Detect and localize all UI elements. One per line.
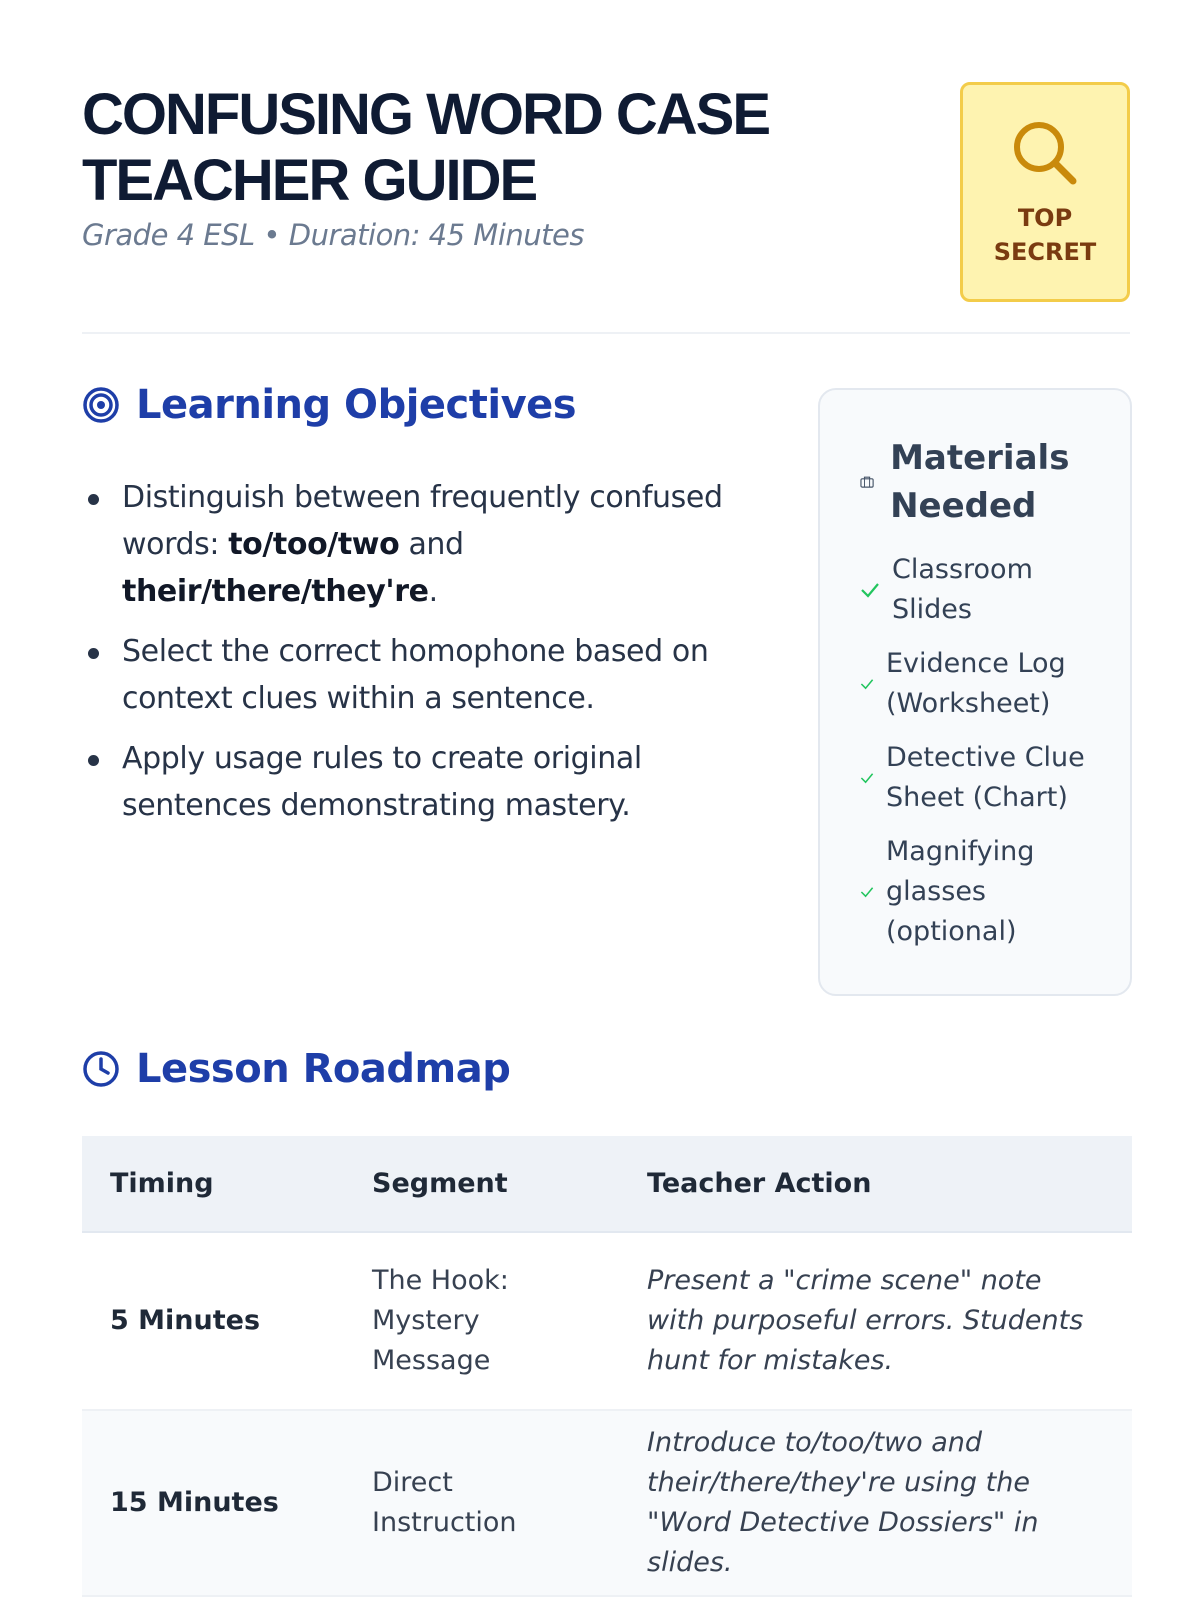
material-item [860,644,1106,724]
teacher-action-cell: Introduce to/too/two and their/there/they're using the "Word Detective Dossiers" in slides. [619,1410,1132,1596]
check-icon [860,582,880,598]
briefcase-icon [860,472,874,492]
material-label: Evidence Log (Worksheet) [886,648,1066,719]
column-header-timing: Timing [82,1136,344,1232]
timing-cell: 5 Minutes [82,1232,344,1410]
stamp-label: TOP SECRET [993,204,1097,266]
timing-cell: 15 Minutes [82,1410,344,1596]
objectives-list [82,474,772,842]
objective-text: . [428,574,438,609]
material-item [860,550,1106,630]
material-item [860,738,1106,818]
roadmap-heading-label: Lesson Roadmap [136,1046,511,1092]
objective-item [82,474,772,615]
check-icon [860,678,874,690]
roadmap-heading [82,1046,510,1092]
page-title: CONFUSING WORD CASE TEACHER GUIDE [82,82,769,213]
objective-text: Distinguish between frequently confused words: [122,480,723,562]
check-icon [860,886,874,898]
guide-header [82,82,1130,334]
objective-keyword: to/too/two [228,527,400,562]
objective-item: Select the correct homophone based on context clues within a sentence. [82,628,772,722]
page-subtitle: Grade 4 ESL • Duration: 45 Minutes [82,218,584,252]
materials-list [860,550,1106,952]
segment-cell: Direct Instruction [344,1410,619,1596]
column-header-teacher-action: Teacher Action [619,1136,1132,1232]
objective-keyword: their/there/they're [122,574,429,609]
materials-card [818,388,1132,996]
check-icon [860,772,874,784]
materials-header [860,434,1106,530]
column-header-segment: Segment [344,1136,619,1232]
magnifying-glass-icon [1009,117,1081,189]
material-label: Classroom Slides [892,554,1033,625]
roadmap-table [82,1136,1132,1597]
objectives-heading-label: Learning Objectives [136,382,577,428]
teacher-action-cell: Present a "crime scene" note with purposeful errors. Students hunt for mistakes. [619,1232,1132,1410]
target-icon [82,386,120,424]
material-label: Detective Clue Sheet (Chart) [886,742,1085,813]
objective-item: Apply usage rules to create original sentences demonstrating mastery. [82,735,772,829]
table-header-row [82,1136,1132,1232]
objective-text: and [399,527,464,562]
materials-title: Materials Needed [890,438,1070,526]
table-row [82,1232,1132,1410]
top-secret-stamp [960,82,1130,302]
segment-cell: The Hook: Mystery Message [344,1232,619,1410]
clock-icon [82,1050,120,1088]
material-item [860,832,1106,952]
table-row [82,1410,1132,1596]
material-label: Magnifying glasses (optional) [886,836,1035,947]
objectives-heading [82,382,576,428]
